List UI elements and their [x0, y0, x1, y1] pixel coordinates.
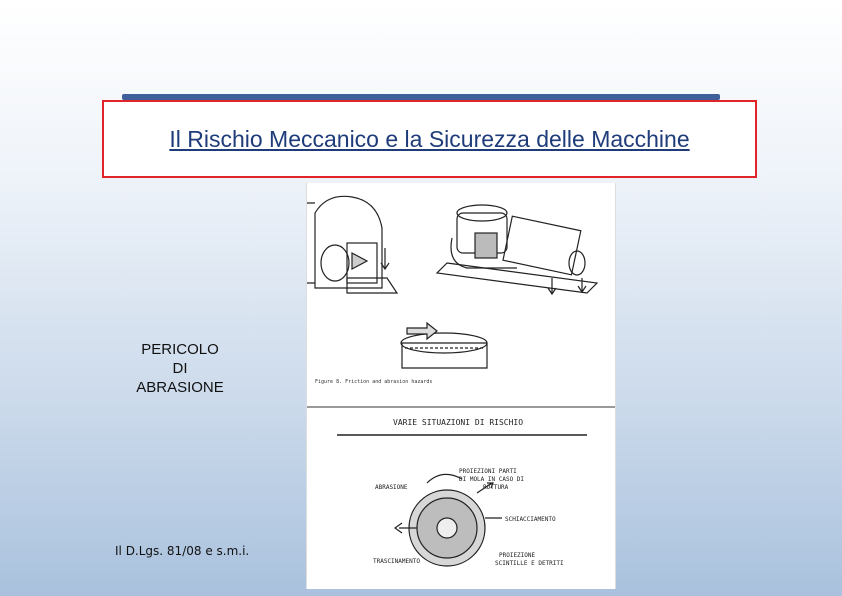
annotation-abrasion: ABRASIONE: [375, 484, 408, 491]
bench-grinder-sketch: [307, 196, 397, 293]
roller-sketch: [401, 323, 487, 368]
belt-sander-sketch: [437, 205, 597, 294]
hazard-illustration: [306, 183, 616, 589]
hazard-label-line-1: PERICOLO: [141, 341, 219, 358]
hazard-label-line-3: ABRASIONE: [136, 379, 224, 396]
annotation-projection-3: ROTTURA: [483, 484, 509, 491]
footer-text: Il D.Lgs. 81/08 e s.m.i.: [115, 544, 250, 558]
hazard-label-line-2: DI: [172, 360, 188, 377]
slide-title: Il Rischio Meccanico e la Sicurezza delle Macchine: [169, 126, 690, 152]
figure-heading: VARIE SITUAZIONI DI RISCHIO: [393, 418, 524, 427]
annotation-sparks-1: PROIEZIONE: [499, 552, 536, 559]
illustration-drawing: [307, 183, 615, 589]
annotation-crushing: SCHIACCIAMENTO: [505, 516, 556, 523]
annotation-dragging: TRASCINAMENTO: [373, 558, 420, 565]
title-box: [102, 100, 757, 178]
hazard-label: [110, 340, 250, 397]
figure-caption: Figure 8. Friction and abrasion hazards: [315, 379, 433, 385]
annotation-projection-2: DI MOLA IN CASO DI: [459, 476, 525, 483]
annotation-projection-1: PROIEZIONI PARTI: [459, 468, 517, 475]
annotation-sparks-2: SCINTILLE E DETRITI: [495, 560, 564, 567]
